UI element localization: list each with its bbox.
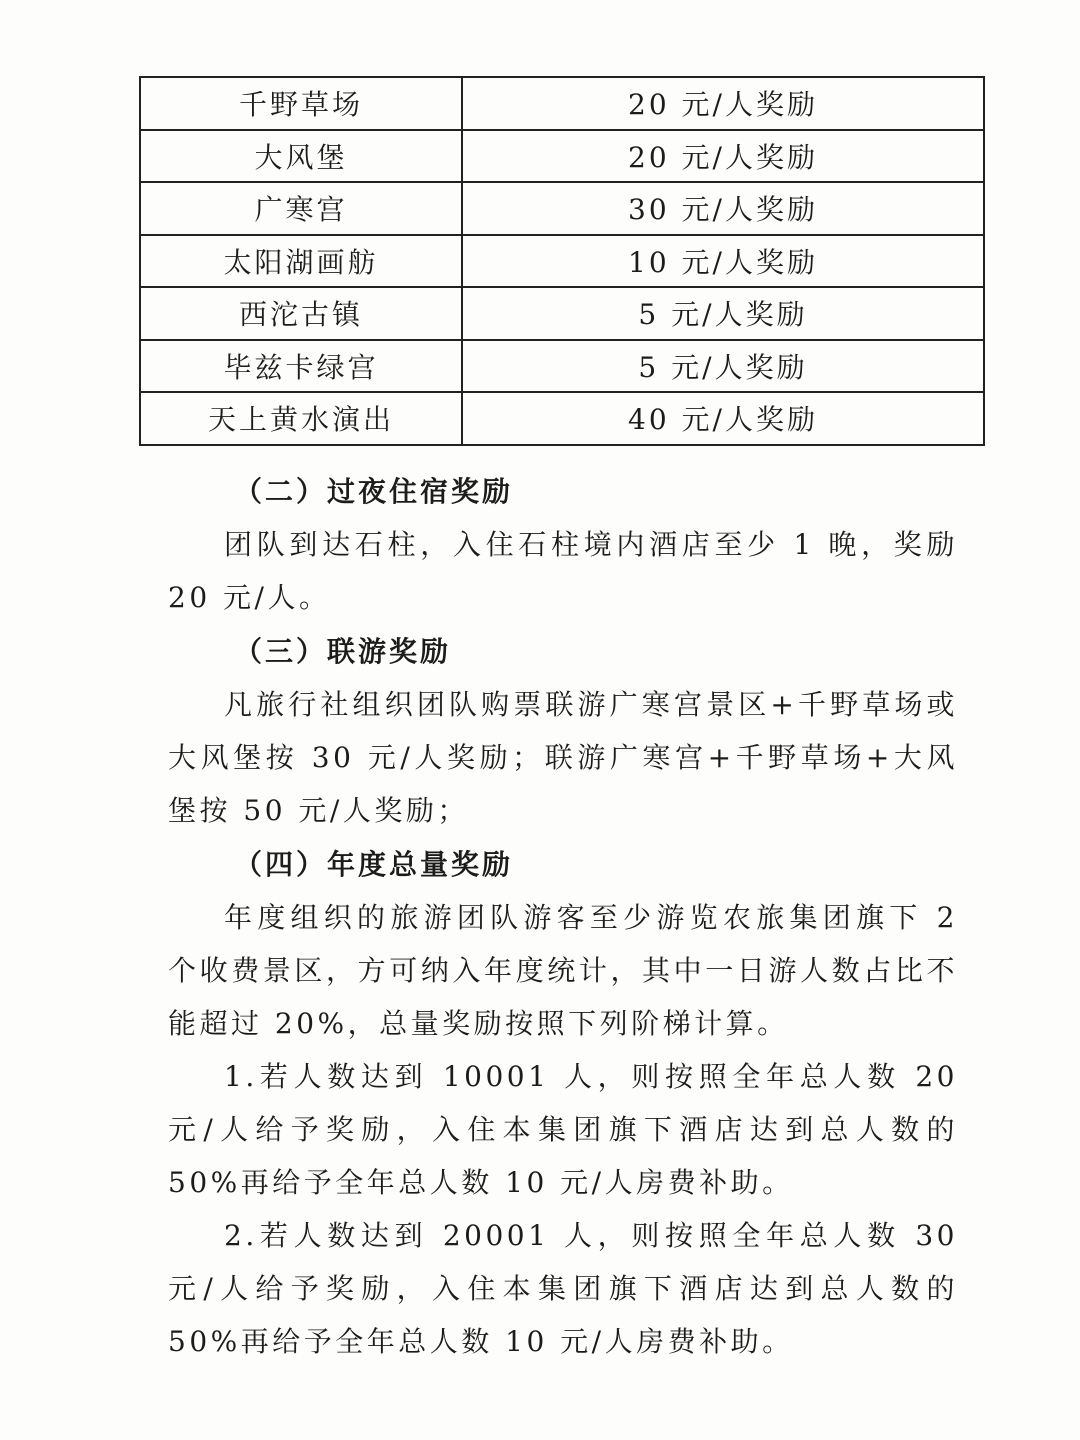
reward-cell: 20 元/人奖励 (462, 77, 984, 130)
place-cell: 大风堡 (140, 130, 462, 183)
table-row (140, 130, 984, 183)
place-cell: 毕兹卡绿宫 (140, 340, 462, 393)
section-paragraph-overnight: 团队到达石柱，入住石柱境内酒店至少 1 晚，奖励 20 元/人。 (168, 528, 958, 614)
reward-cell: 10 元/人奖励 (462, 235, 984, 288)
place-cell: 太阳湖画舫 (140, 235, 462, 288)
tier-item-1: 1.若人数达到 10001 人，则按照全年总人数 20 元/人给予奖励，入住本集团旗下酒店达到总人数的 50%再给予全年总人数 10 元/人房费补助。 (168, 1060, 958, 1199)
tier-item-2: 2.若人数达到 20001 人，则按照全年总人数 30 元/人给予奖励，入住本集团旗下酒店达到总人数的 50%再给予全年总人数 10 元/人房费补助。 (168, 1219, 958, 1358)
table-row (140, 182, 984, 235)
reward-cell: 40 元/人奖励 (462, 392, 984, 445)
table-row (140, 392, 984, 445)
table-row (140, 340, 984, 393)
place-cell: 西沱古镇 (140, 287, 462, 340)
section-heading-overnight: （二）过夜住宿奖励 (234, 475, 514, 508)
reward-table (139, 76, 985, 446)
section-heading-annual-volume: （四）年度总量奖励 (234, 848, 514, 881)
table-row (140, 77, 984, 130)
table-row (140, 235, 984, 288)
section-paragraph-annual-volume: 年度组织的旅游团队游客至少游览农旅集团旗下 2 个收费景区，方可纳入年度统计，其中一日游人数占比不能超过 20%，总量奖励按照下列阶梯计算。 (168, 901, 958, 1040)
body-text (168, 466, 958, 1368)
reward-cell: 20 元/人奖励 (462, 130, 984, 183)
section-heading-combined-tour: （三）联游奖励 (234, 635, 452, 668)
reward-cell: 5 元/人奖励 (462, 287, 984, 340)
place-cell: 千野草场 (140, 77, 462, 130)
table-row (140, 287, 984, 340)
place-cell: 天上黄水演出 (140, 392, 462, 445)
reward-cell: 5 元/人奖励 (462, 340, 984, 393)
place-cell: 广寒宫 (140, 182, 462, 235)
reward-cell: 30 元/人奖励 (462, 182, 984, 235)
section-paragraph-combined-tour: 凡旅行社组织团队购票联游广寒宫景区+千野草场或大风堡按 30 元/人奖励；联游广寒宫+千野草场+大风堡按 50 元/人奖励； (168, 688, 958, 827)
